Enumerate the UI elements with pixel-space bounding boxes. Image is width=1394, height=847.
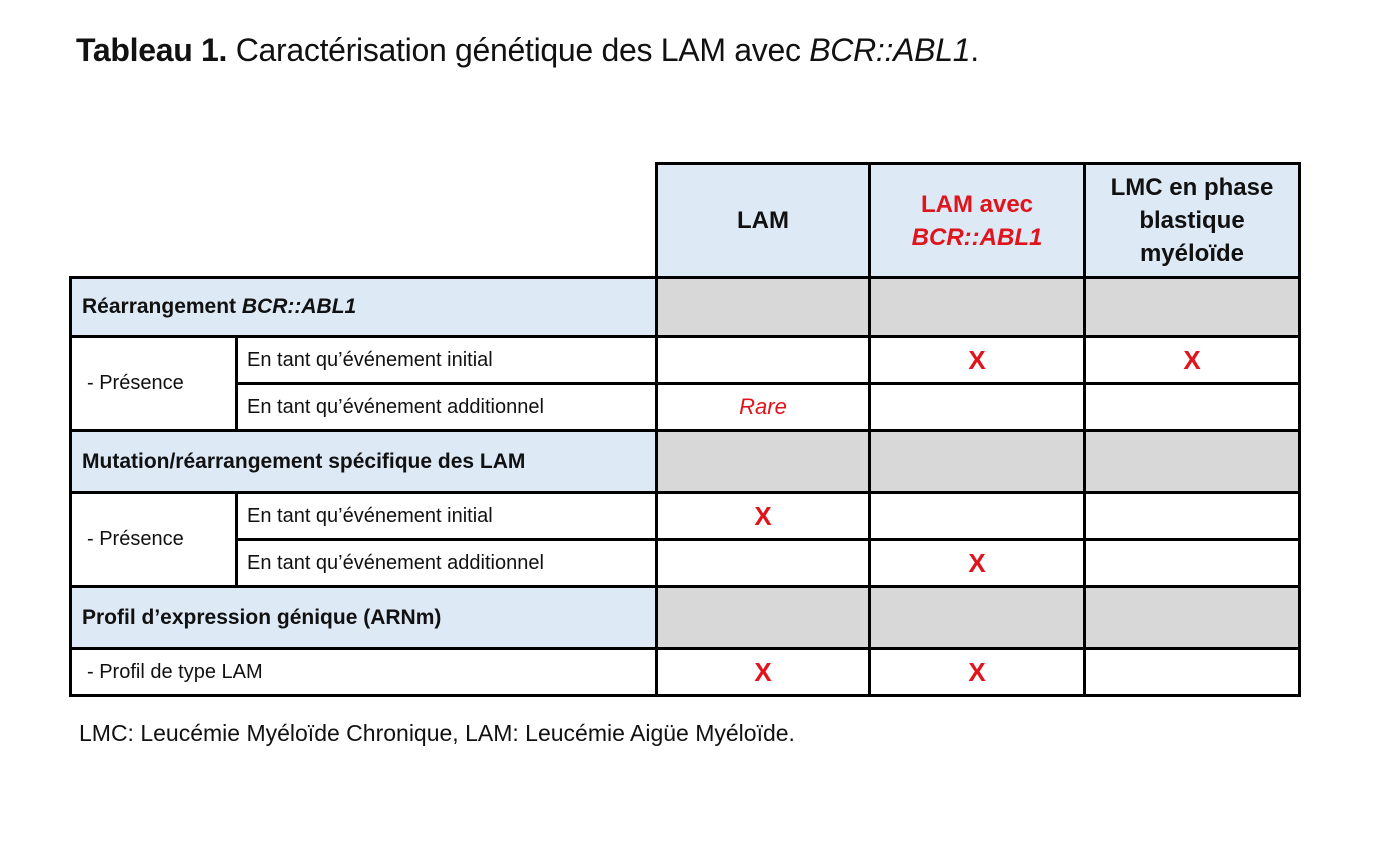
mark: X	[754, 500, 772, 531]
row-label: En tant qu’événement additionnel	[237, 540, 657, 587]
section-gray-cell	[1085, 587, 1300, 649]
section-title-expression	[71, 587, 657, 649]
genetic-characterisation-table	[69, 162, 1301, 697]
column-header-lam-text: LAM	[737, 207, 789, 234]
section-title-gene: BCR::ABL1	[241, 295, 357, 318]
table-row	[71, 649, 1300, 696]
section-gray-cell	[870, 431, 1085, 493]
mark: X	[968, 656, 986, 687]
table-title-gene: BCR::ABL1	[809, 32, 971, 68]
section-title-mutation	[71, 431, 657, 493]
section-gray-cell	[657, 587, 870, 649]
table-title-label: Tableau 1.	[76, 32, 228, 68]
row-label-profil: - Profil de type LAM	[71, 649, 657, 696]
cell-lam	[657, 493, 870, 540]
cell-lam	[657, 384, 870, 431]
section-row	[71, 587, 1300, 649]
table-title-text: Caractérisation génétique des LAM avec	[227, 32, 810, 68]
header-blank-cell	[71, 164, 657, 278]
column-header-lam-bcr-abl1	[870, 164, 1085, 278]
section-title-text: Réarrangement	[82, 295, 242, 318]
cell-lam	[657, 540, 870, 587]
cell-lam	[657, 649, 870, 696]
table-row	[71, 384, 1300, 431]
cell-lmc	[1085, 493, 1300, 540]
cell-lam-bcr-abl1	[870, 337, 1085, 384]
mark: X	[1183, 344, 1201, 375]
section-gray-cell	[870, 278, 1085, 337]
table-footnote: LMC: Leucémie Myéloïde Chronique, LAM: Leucémie Aigüe Myéloïde.	[79, 720, 795, 746]
mark: X	[968, 547, 986, 578]
table-row	[71, 540, 1300, 587]
cell-lam-bcr-abl1	[870, 493, 1085, 540]
column-header-lmc-line2: blastique	[1139, 207, 1245, 234]
table-row	[71, 493, 1300, 540]
section-gray-cell	[657, 278, 870, 337]
mark-rare: Rare	[739, 394, 787, 419]
cell-lmc	[1085, 540, 1300, 587]
column-header-lam	[657, 164, 870, 278]
section-gray-cell	[1085, 431, 1300, 493]
section-gray-cell	[870, 587, 1085, 649]
column-header-lam-bcr-line1: LAM avec	[920, 190, 1034, 218]
cell-lam	[657, 337, 870, 384]
row-label: En tant qu’événement additionnel	[237, 384, 657, 431]
section-gray-cell	[1085, 278, 1300, 337]
header-row	[71, 164, 1300, 278]
row-label: En tant qu’événement initial	[237, 493, 657, 540]
mark: X	[968, 344, 986, 375]
table-title	[76, 28, 979, 72]
cell-lmc	[1085, 384, 1300, 431]
column-header-lmc	[1085, 164, 1300, 278]
column-header-lmc-line1: LMC en phase	[1110, 174, 1274, 201]
section-title-text: Profil d’expression génique (ARNm)	[82, 605, 442, 629]
cell-lmc	[1085, 337, 1300, 384]
section-title-bcr-abl1	[71, 278, 657, 337]
row-label: En tant qu’événement initial	[237, 337, 657, 384]
mark: X	[754, 656, 772, 687]
cell-lam-bcr-abl1	[870, 384, 1085, 431]
section-title-text: Mutation/réarrangement spécifique des LAM	[82, 449, 526, 473]
table-row	[71, 337, 1300, 384]
group-label-presence: - Présence	[71, 493, 237, 587]
group-label-presence: - Présence	[71, 337, 237, 431]
cell-lam-bcr-abl1	[870, 540, 1085, 587]
section-row	[71, 278, 1300, 337]
section-row	[71, 431, 1300, 493]
cell-lam-bcr-abl1	[870, 649, 1085, 696]
section-gray-cell	[657, 431, 870, 493]
column-header-lam-bcr-line2: BCR::ABL1	[911, 223, 1043, 251]
column-header-lmc-line3: myéloïde	[1139, 240, 1245, 267]
table-title-end: .	[970, 32, 979, 68]
cell-lmc	[1085, 649, 1300, 696]
